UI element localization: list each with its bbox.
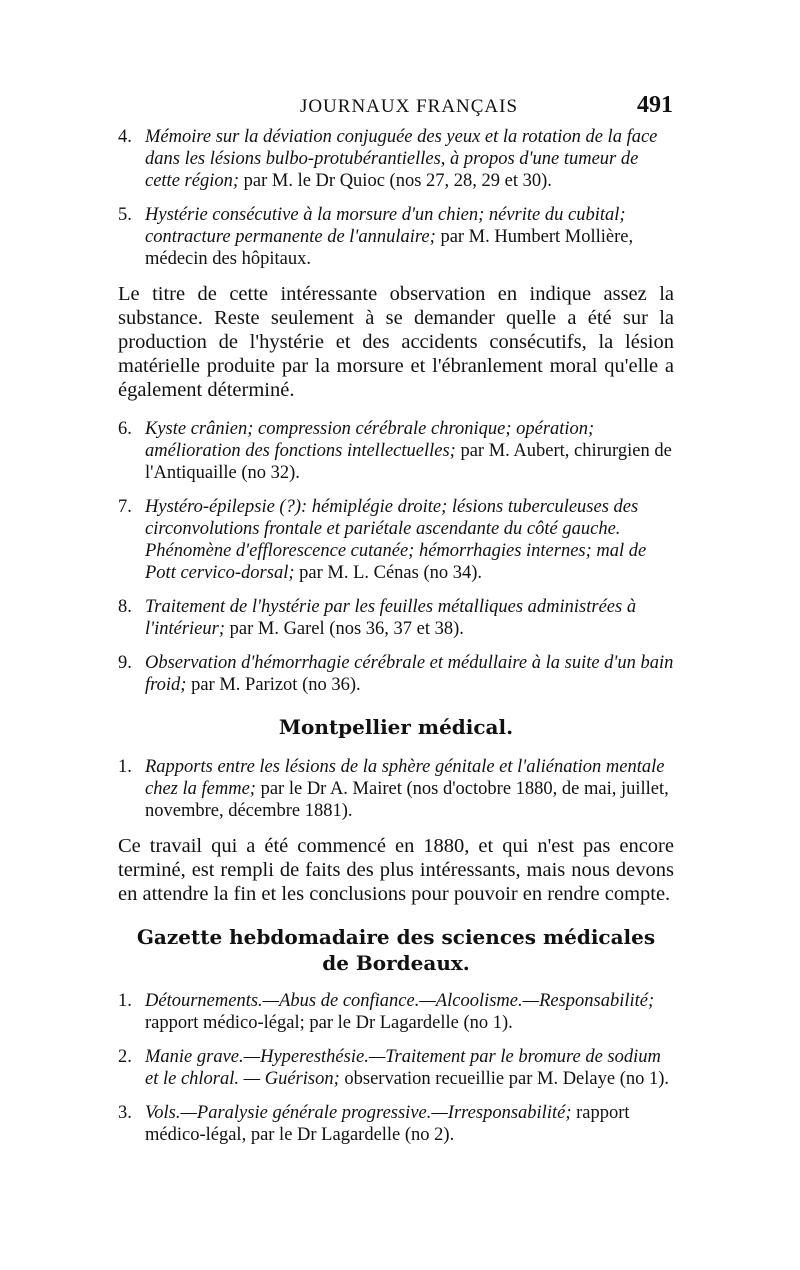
page-content (118, 126, 674, 1158)
item-author: rapport médico-légal, par le Dr Lagardelle (no 2). (145, 1103, 630, 1145)
list-item (118, 990, 674, 1034)
item-author: par M. Aubert, chirurgien de l'Antiquaille (no 32). (145, 441, 672, 483)
item-title: Traitement de l'hystérie par les feuilles métalliques administrées à l'intérieur; (145, 597, 637, 639)
page-number: 491 (637, 92, 673, 118)
list-item (118, 126, 674, 192)
item-number: 9. (118, 653, 132, 673)
item-number: 2. (118, 1047, 132, 1067)
item-number: 8. (118, 597, 132, 617)
list-item (118, 496, 674, 584)
section-heading-line: Gazette hebdomadaire des sciences médicales (136, 925, 656, 949)
section-heading: Montpellier médical. (278, 715, 514, 739)
list-item (118, 652, 674, 696)
item-title: Détournements.—Abus de confiance.—Alcoolisme.—Responsabilité; (145, 991, 655, 1011)
commentary-paragraph: Le titre de cette intéressante observation en indique assez la substance. Reste seulement à se demander quelle a été sur la production de l'hystérie et des accidents consécutifs, la lésion matérielle produite par la morsure et l'ébranlement moral qu'elle a également déterminé. (118, 283, 674, 401)
list-item (118, 1046, 674, 1090)
item-author: par M. Humbert Mollière, médecin des hôpitaux. (145, 227, 634, 269)
list-item (118, 596, 674, 640)
item-author: par M. le Dr Quioc (nos 27, 28, 29 et 30). (239, 171, 552, 191)
item-author: par M. Garel (nos 36, 37 et 38). (225, 619, 464, 639)
item-number: 6. (118, 419, 132, 439)
section-heading-line: de Bordeaux. (322, 951, 470, 975)
item-number: 5. (118, 205, 132, 225)
item-author: par M. Parizot (no 36). (186, 675, 361, 695)
item-author: par le Dr A. Mairet (nos d'octobre 1880, de mai, juillet, novembre, décembre 1881). (145, 779, 669, 821)
list-item (118, 418, 674, 484)
item-title: Kyste crânien; compression cérébrale chronique; opération; amélioration des fonctions intellectuelles; (145, 419, 595, 461)
list-item (118, 204, 674, 270)
item-number: 1. (118, 757, 132, 777)
item-title: Rapports entre les lésions de la sphère génitale et l'aliénation mentale chez la femme; (145, 757, 665, 799)
item-title: Vols.—Paralysie générale progressive.—Irresponsabilité; (145, 1103, 572, 1123)
item-title: Observation d'hémorrhagie cérébrale et médullaire à la suite d'un bain froid; (145, 653, 674, 695)
item-number: 3. (118, 1103, 132, 1123)
item-title: Manie grave.—Hyperesthésie.—Traitement par le bromure de sodium et le chloral. — Guérison; (145, 1047, 661, 1089)
running-head (145, 92, 673, 122)
item-title: Hystérie consécutive à la morsure d'un chien; névrite du cubital; contracture permanente de l'annulaire; (145, 205, 626, 247)
item-author: rapport médico-légal; par le Dr Lagardelle (no 1). (145, 1013, 513, 1033)
item-number: 1. (118, 991, 132, 1011)
section-heading (118, 924, 674, 976)
running-title: JOURNAUX FRANÇAIS (299, 96, 519, 117)
item-title: Hystéro-épilepsie (?): hémiplégie droite; lésions tuberculeuses des circonvolutions frontale et pariétale ascendante du côté gauche. Phénomène d'efflorescence cutanée; hémorrhagies internes; mal de Pott cervico-dorsal; (145, 497, 647, 583)
commentary-paragraph: Ce travail qui a été commencé en 1880, et qui n'est pas encore terminé, est rempli de faits des plus intéressants, mais nous devons en attendre la fin et les conclusions pour pouvoir en rendre compte. (118, 835, 674, 905)
item-title: Mémoire sur la déviation conjuguée des yeux et la rotation de la face dans les lésions bulbo-protubérantielles, à propos d'une tumeur de cette région; (145, 127, 658, 191)
item-author: observation recueillie par M. Delaye (no 1). (339, 1069, 670, 1089)
list-item (118, 756, 674, 822)
item-author: par M. L. Cénas (no 34). (294, 563, 483, 583)
item-number: 4. (118, 127, 132, 147)
list-item (118, 1102, 674, 1146)
item-number: 7. (118, 497, 132, 517)
